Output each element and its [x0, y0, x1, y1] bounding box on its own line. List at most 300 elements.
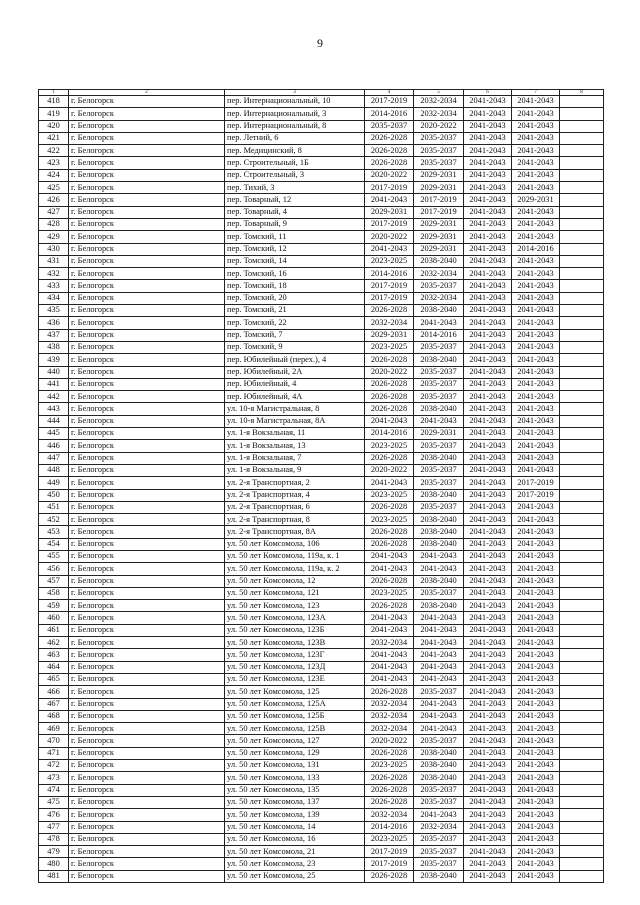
city-cell: г. Белогорск [69, 120, 225, 132]
table-row [39, 747, 604, 759]
row-number-cell: 457 [39, 575, 69, 587]
period-cell: 2041-2043 [512, 575, 560, 587]
period-cell: 2026-2028 [365, 452, 414, 464]
row-number-cell: 455 [39, 550, 69, 562]
period-cell: 2014-2016 [512, 243, 560, 255]
address-cell: пер. Интернациональный, 8 [225, 120, 365, 132]
period-cell: 2026-2028 [365, 538, 414, 550]
period-cell: 2041-2043 [464, 673, 512, 685]
table-row [39, 255, 604, 267]
address-cell: ул. 50 лет Комсомола, 123Б [225, 624, 365, 636]
period-cell: 2041-2043 [512, 231, 560, 243]
period-cell: 2023-2025 [365, 514, 414, 526]
row-number-cell: 447 [39, 452, 69, 464]
empty-cell [560, 772, 604, 784]
address-cell: ул. 50 лет Комсомола, 123Д [225, 661, 365, 673]
row-number-cell: 419 [39, 108, 69, 120]
address-cell: пер. Томский, 18 [225, 280, 365, 292]
period-cell: 2041-2043 [464, 784, 512, 796]
row-number-cell: 418 [39, 96, 69, 108]
period-cell: 2038-2040 [414, 600, 464, 612]
empty-cell [560, 415, 604, 427]
period-cell: 2029-2031 [414, 231, 464, 243]
table-row [39, 452, 604, 464]
period-cell: 2041-2043 [464, 526, 512, 538]
period-cell: 2032-2034 [365, 809, 414, 821]
period-cell: 2026-2028 [365, 772, 414, 784]
period-cell: 2041-2043 [464, 440, 512, 452]
city-cell: г. Белогорск [69, 452, 225, 464]
city-cell: г. Белогорск [69, 649, 225, 661]
empty-cell [560, 280, 604, 292]
row-number-cell: 459 [39, 600, 69, 612]
empty-cell [560, 218, 604, 230]
period-cell: 2041-2043 [464, 329, 512, 341]
period-cell: 2041-2043 [512, 612, 560, 624]
table-row [39, 305, 604, 317]
period-cell: 2017-2019 [365, 858, 414, 870]
city-cell: г. Белогорск [69, 305, 225, 317]
city-cell: г. Белогорск [69, 723, 225, 735]
empty-cell [560, 760, 604, 772]
row-number-cell: 425 [39, 182, 69, 194]
column-number: 8 [560, 90, 604, 96]
row-number-cell: 434 [39, 292, 69, 304]
table-row [39, 550, 604, 562]
period-cell: 2014-2016 [365, 821, 414, 833]
period-cell: 2017-2019 [365, 182, 414, 194]
row-number-cell: 448 [39, 464, 69, 476]
empty-cell [560, 341, 604, 353]
period-cell: 2041-2043 [464, 231, 512, 243]
period-cell: 2041-2043 [512, 784, 560, 796]
address-cell: пер. Томский, 7 [225, 329, 365, 341]
empty-cell [560, 120, 604, 132]
period-cell: 2041-2043 [464, 169, 512, 181]
empty-cell [560, 846, 604, 858]
period-cell: 2041-2043 [464, 452, 512, 464]
period-cell: 2041-2043 [512, 120, 560, 132]
period-cell: 2026-2028 [365, 403, 414, 415]
period-cell: 2041-2043 [464, 317, 512, 329]
period-cell: 2035-2037 [414, 846, 464, 858]
period-cell: 2041-2043 [464, 243, 512, 255]
period-cell: 2041-2043 [464, 612, 512, 624]
period-cell: 2020-2022 [365, 735, 414, 747]
row-number-cell: 446 [39, 440, 69, 452]
period-cell: 2041-2043 [464, 268, 512, 280]
column-number: 2 [69, 90, 225, 96]
row-number-cell: 477 [39, 821, 69, 833]
table-row [39, 317, 604, 329]
row-number-cell: 449 [39, 477, 69, 489]
period-cell: 2041-2043 [464, 489, 512, 501]
empty-cell [560, 255, 604, 267]
period-cell: 2017-2019 [365, 280, 414, 292]
address-cell: ул. 10-я Магистральная, 8 [225, 403, 365, 415]
period-cell: 2041-2043 [464, 870, 512, 882]
empty-cell [560, 403, 604, 415]
period-cell: 2041-2043 [512, 686, 560, 698]
period-cell: 2035-2037 [414, 391, 464, 403]
address-cell: пер. Интернациональный, 10 [225, 96, 365, 108]
address-cell: пер. Строительный, 1Б [225, 157, 365, 169]
empty-cell [560, 587, 604, 599]
column-number: 4 [365, 90, 414, 96]
period-cell: 2041-2043 [464, 587, 512, 599]
period-cell: 2026-2028 [365, 145, 414, 157]
period-cell: 2029-2031 [414, 428, 464, 440]
city-cell: г. Белогорск [69, 206, 225, 218]
address-cell: пер. Товарный, 4 [225, 206, 365, 218]
table-row [39, 796, 604, 808]
city-cell: г. Белогорск [69, 255, 225, 267]
address-cell: ул. 50 лет Комсомола, 106 [225, 538, 365, 550]
empty-cell [560, 292, 604, 304]
period-cell: 2014-2016 [414, 329, 464, 341]
period-cell: 2041-2043 [512, 317, 560, 329]
period-cell: 2026-2028 [365, 526, 414, 538]
period-cell: 2041-2043 [365, 550, 414, 562]
table-row [39, 157, 604, 169]
period-cell: 2023-2025 [365, 833, 414, 845]
period-cell: 2035-2037 [414, 501, 464, 513]
period-cell: 2038-2040 [414, 526, 464, 538]
period-cell: 2038-2040 [414, 489, 464, 501]
period-cell: 2038-2040 [414, 575, 464, 587]
row-number-cell: 445 [39, 428, 69, 440]
city-cell: г. Белогорск [69, 550, 225, 562]
empty-cell [560, 194, 604, 206]
city-cell: г. Белогорск [69, 784, 225, 796]
city-cell: г. Белогорск [69, 231, 225, 243]
city-cell: г. Белогорск [69, 391, 225, 403]
row-number-cell: 475 [39, 796, 69, 808]
period-cell: 2035-2037 [414, 686, 464, 698]
table-row [39, 428, 604, 440]
empty-cell [560, 501, 604, 513]
address-cell: ул. 50 лет Комсомола, 123 [225, 600, 365, 612]
city-cell: г. Белогорск [69, 243, 225, 255]
table-row [39, 378, 604, 390]
row-number-cell: 424 [39, 169, 69, 181]
empty-cell [560, 723, 604, 735]
address-cell: ул. 2-я Транспортная, 8 [225, 514, 365, 526]
address-cell: пер. Томский, 11 [225, 231, 365, 243]
period-cell: 2032-2034 [365, 637, 414, 649]
city-cell: г. Белогорск [69, 538, 225, 550]
period-cell: 2023-2025 [365, 440, 414, 452]
period-cell: 2029-2031 [365, 329, 414, 341]
row-number-cell: 421 [39, 132, 69, 144]
empty-cell [560, 550, 604, 562]
period-cell: 2041-2043 [464, 292, 512, 304]
city-cell: г. Белогорск [69, 526, 225, 538]
row-number-cell: 465 [39, 673, 69, 685]
column-number: 3 [225, 90, 365, 96]
address-cell: пер. Юбилейный (перех.), 4 [225, 354, 365, 366]
period-cell: 2023-2025 [365, 341, 414, 353]
period-cell: 2041-2043 [512, 772, 560, 784]
table-row [39, 809, 604, 821]
address-cell: ул. 50 лет Комсомола, 121 [225, 587, 365, 599]
period-cell: 2038-2040 [414, 747, 464, 759]
address-cell: пер. Юбилейный, 4 [225, 378, 365, 390]
period-cell: 2035-2037 [414, 477, 464, 489]
empty-cell [560, 661, 604, 673]
city-cell: г. Белогорск [69, 514, 225, 526]
row-number-cell: 453 [39, 526, 69, 538]
address-cell: пер. Товарный, 9 [225, 218, 365, 230]
period-cell: 2041-2043 [512, 280, 560, 292]
row-number-cell: 461 [39, 624, 69, 636]
table-row [39, 710, 604, 722]
period-cell: 2041-2043 [464, 120, 512, 132]
table-row [39, 489, 604, 501]
table-body [39, 90, 604, 883]
address-cell: ул. 2-я Транспортная, 8А [225, 526, 365, 538]
table-row [39, 514, 604, 526]
page-number: 9 [317, 36, 323, 50]
period-cell: 2020-2022 [414, 120, 464, 132]
empty-cell [560, 612, 604, 624]
row-number-cell: 432 [39, 268, 69, 280]
period-cell: 2041-2043 [464, 415, 512, 427]
empty-cell [560, 378, 604, 390]
period-cell: 2041-2043 [464, 735, 512, 747]
city-cell: г. Белогорск [69, 624, 225, 636]
period-cell: 2041-2043 [365, 624, 414, 636]
address-cell: пер. Томский, 16 [225, 268, 365, 280]
row-number-cell: 437 [39, 329, 69, 341]
empty-cell [560, 735, 604, 747]
city-cell: г. Белогорск [69, 280, 225, 292]
empty-cell [560, 132, 604, 144]
address-cell: ул. 2-я Транспортная, 6 [225, 501, 365, 513]
period-cell: 2020-2022 [365, 366, 414, 378]
period-cell: 2017-2019 [512, 489, 560, 501]
empty-cell [560, 243, 604, 255]
address-cell: ул. 50 лет Комсомола, 131 [225, 760, 365, 772]
period-cell: 2038-2040 [414, 514, 464, 526]
period-cell: 2041-2043 [512, 182, 560, 194]
city-cell: г. Белогорск [69, 833, 225, 845]
empty-cell [560, 600, 604, 612]
period-cell: 2041-2043 [464, 600, 512, 612]
address-cell: пер. Тихий, 3 [225, 182, 365, 194]
row-number-cell: 481 [39, 870, 69, 882]
period-cell: 2035-2037 [414, 587, 464, 599]
address-cell: пер. Строительный, 3 [225, 169, 365, 181]
table-row [39, 268, 604, 280]
period-cell: 2041-2043 [464, 255, 512, 267]
period-cell: 2029-2031 [414, 243, 464, 255]
period-cell: 2041-2043 [512, 563, 560, 575]
address-cell: ул. 50 лет Комсомола, 123Г [225, 649, 365, 661]
row-number-cell: 469 [39, 723, 69, 735]
city-cell: г. Белогорск [69, 145, 225, 157]
period-cell: 2026-2028 [365, 132, 414, 144]
table-row [39, 280, 604, 292]
period-cell: 2041-2043 [365, 477, 414, 489]
period-cell: 2041-2043 [464, 206, 512, 218]
table-row [39, 624, 604, 636]
period-cell: 2041-2043 [512, 600, 560, 612]
period-cell: 2041-2043 [464, 514, 512, 526]
period-cell: 2041-2043 [414, 673, 464, 685]
table-row [39, 403, 604, 415]
city-cell: г. Белогорск [69, 710, 225, 722]
empty-cell [560, 231, 604, 243]
period-cell: 2017-2019 [365, 292, 414, 304]
table-row [39, 772, 604, 784]
period-cell: 2038-2040 [414, 870, 464, 882]
address-cell: ул. 50 лет Комсомола, 125Б [225, 710, 365, 722]
empty-cell [560, 329, 604, 341]
empty-cell [560, 317, 604, 329]
empty-cell [560, 784, 604, 796]
city-cell: г. Белогорск [69, 354, 225, 366]
address-cell: ул. 50 лет Комсомола, 21 [225, 846, 365, 858]
period-cell: 2041-2043 [414, 612, 464, 624]
period-cell: 2041-2043 [414, 624, 464, 636]
period-cell: 2014-2016 [365, 268, 414, 280]
period-cell: 2026-2028 [365, 747, 414, 759]
period-cell: 2041-2043 [512, 526, 560, 538]
column-number: 7 [512, 90, 560, 96]
period-cell: 2032-2034 [365, 317, 414, 329]
address-cell: ул. 50 лет Комсомола, 119а, к. 1 [225, 550, 365, 562]
period-cell: 2038-2040 [414, 305, 464, 317]
empty-cell [560, 182, 604, 194]
row-number-cell: 472 [39, 760, 69, 772]
empty-cell [560, 686, 604, 698]
table-row [39, 698, 604, 710]
empty-cell [560, 747, 604, 759]
row-number-cell: 423 [39, 157, 69, 169]
address-cell: пер. Томский, 9 [225, 341, 365, 353]
address-cell: ул. 2-я Транспортная, 4 [225, 489, 365, 501]
period-cell: 2041-2043 [464, 809, 512, 821]
address-cell: ул. 1-я Вокзальная, 11 [225, 428, 365, 440]
period-cell: 2041-2043 [512, 305, 560, 317]
period-cell: 2041-2043 [512, 698, 560, 710]
period-cell: 2035-2037 [414, 464, 464, 476]
period-cell: 2041-2043 [512, 255, 560, 267]
register-table [38, 89, 604, 883]
period-cell: 2041-2043 [464, 305, 512, 317]
empty-cell [560, 268, 604, 280]
period-cell: 2041-2043 [464, 132, 512, 144]
period-cell: 2023-2025 [365, 587, 414, 599]
period-cell: 2035-2037 [414, 833, 464, 845]
row-number-cell: 451 [39, 501, 69, 513]
period-cell: 2026-2028 [365, 354, 414, 366]
city-cell: г. Белогорск [69, 108, 225, 120]
row-number-cell: 440 [39, 366, 69, 378]
row-number-cell: 468 [39, 710, 69, 722]
period-cell: 2041-2043 [512, 145, 560, 157]
period-cell: 2041-2043 [512, 391, 560, 403]
empty-cell [560, 169, 604, 181]
empty-cell [560, 796, 604, 808]
period-cell: 2041-2043 [464, 833, 512, 845]
period-cell: 2041-2043 [512, 403, 560, 415]
period-cell: 2029-2031 [414, 218, 464, 230]
address-cell: пер. Томский, 22 [225, 317, 365, 329]
empty-cell [560, 391, 604, 403]
period-cell: 2032-2034 [414, 268, 464, 280]
period-cell: 2041-2043 [512, 378, 560, 390]
period-cell: 2041-2043 [512, 821, 560, 833]
table-row [39, 354, 604, 366]
empty-cell [560, 575, 604, 587]
period-cell: 2041-2043 [512, 760, 560, 772]
address-cell: пер. Медицинский, 8 [225, 145, 365, 157]
row-number-cell: 444 [39, 415, 69, 427]
empty-cell [560, 514, 604, 526]
table-row [39, 194, 604, 206]
address-cell: ул. 50 лет Комсомола, 23 [225, 858, 365, 870]
empty-cell [560, 538, 604, 550]
table-row [39, 612, 604, 624]
table-row [39, 649, 604, 661]
table-row [39, 760, 604, 772]
city-cell: г. Белогорск [69, 292, 225, 304]
period-cell: 2041-2043 [512, 870, 560, 882]
period-cell: 2032-2034 [414, 821, 464, 833]
period-cell: 2041-2043 [512, 108, 560, 120]
city-cell: г. Белогорск [69, 600, 225, 612]
period-cell: 2017-2019 [414, 194, 464, 206]
period-cell: 2041-2043 [464, 538, 512, 550]
period-cell: 2041-2043 [464, 710, 512, 722]
period-cell: 2038-2040 [414, 255, 464, 267]
row-number-cell: 436 [39, 317, 69, 329]
city-cell: г. Белогорск [69, 403, 225, 415]
period-cell: 2041-2043 [464, 501, 512, 513]
city-cell: г. Белогорск [69, 809, 225, 821]
empty-cell [560, 698, 604, 710]
address-cell: ул. 50 лет Комсомола, 123Е [225, 673, 365, 685]
period-cell: 2041-2043 [512, 796, 560, 808]
table-row [39, 723, 604, 735]
period-cell: 2041-2043 [464, 403, 512, 415]
period-cell: 2032-2034 [365, 710, 414, 722]
period-cell: 2017-2019 [365, 218, 414, 230]
period-cell: 2020-2022 [365, 231, 414, 243]
period-cell: 2038-2040 [414, 452, 464, 464]
row-number-cell: 473 [39, 772, 69, 784]
period-cell: 2041-2043 [464, 686, 512, 698]
period-cell: 2041-2043 [414, 710, 464, 722]
row-number-cell: 426 [39, 194, 69, 206]
city-cell: г. Белогорск [69, 464, 225, 476]
period-cell: 2041-2043 [512, 649, 560, 661]
period-cell: 2035-2037 [414, 145, 464, 157]
city-cell: г. Белогорск [69, 329, 225, 341]
period-cell: 2041-2043 [414, 809, 464, 821]
row-number-cell: 454 [39, 538, 69, 550]
table-row [39, 120, 604, 132]
period-cell: 2032-2034 [414, 292, 464, 304]
period-cell: 2041-2043 [464, 796, 512, 808]
period-cell: 2041-2043 [365, 612, 414, 624]
city-cell: г. Белогорск [69, 268, 225, 280]
period-cell: 2041-2043 [512, 428, 560, 440]
period-cell: 2041-2043 [512, 440, 560, 452]
address-cell: ул. 50 лет Комсомола, 125А [225, 698, 365, 710]
